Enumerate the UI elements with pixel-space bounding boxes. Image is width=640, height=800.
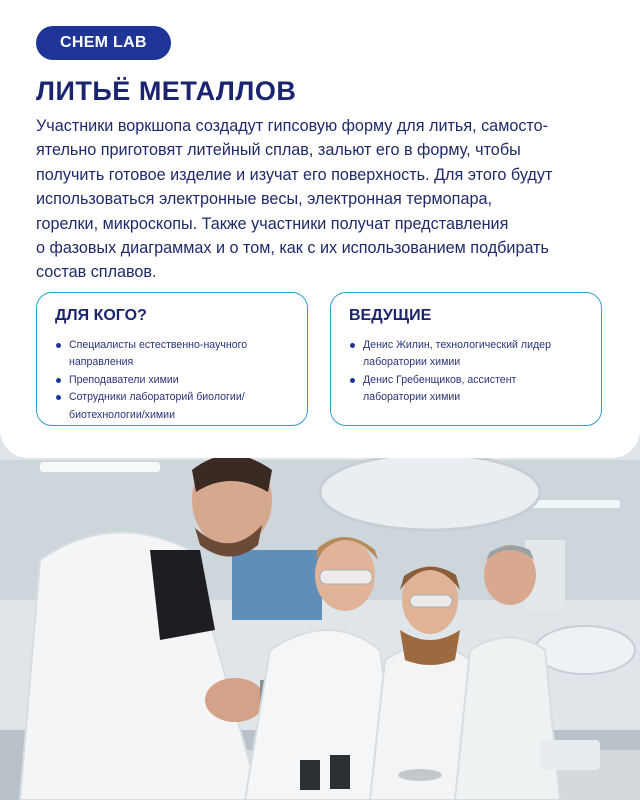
description-line: состав сплавов. bbox=[36, 263, 157, 282]
bullet-icon bbox=[56, 343, 61, 348]
description-line: о фазовых диаграммах и о том, как с их использованием подбирать bbox=[36, 239, 549, 258]
description-line: Участники воркшопа создадут гипсовую форму для литья, самосто- bbox=[36, 117, 549, 135]
list-item bbox=[349, 337, 583, 353]
lab-scene-illustration bbox=[0, 400, 640, 800]
description-line: ятельно приготовят литейный сплав, зальют его в форму, чтобы bbox=[36, 141, 521, 160]
workshop-description bbox=[36, 114, 608, 285]
bullet-icon bbox=[56, 395, 61, 400]
list-item bbox=[349, 372, 583, 388]
chem-lab-badge: CHEM LAB bbox=[36, 26, 171, 60]
description-line: использоваться электронные весы, электронная термопара, bbox=[36, 190, 492, 209]
workshop-photo bbox=[0, 400, 640, 800]
audience-heading: ДЛЯ КОГО? bbox=[55, 307, 147, 324]
list-item-text: биотехнологии/химии bbox=[69, 408, 176, 421]
description-line: горелки, микроскопы. Также участники получат представления bbox=[36, 214, 509, 233]
list-item-continuation bbox=[349, 389, 583, 405]
hosts-list bbox=[349, 337, 583, 406]
description-line: получить готовое изделие и изучат его поверхность. Для этого будут bbox=[36, 165, 553, 184]
list-item-text: направления bbox=[69, 356, 134, 369]
list-item bbox=[55, 372, 289, 388]
list-item-text: Специалисты естественно-научного bbox=[69, 339, 248, 351]
list-item-text: Денис Жилин, технологический лидер bbox=[363, 339, 551, 351]
bullet-icon bbox=[350, 343, 355, 348]
list-item-text: Сотрудники лабораторий биологии/ bbox=[69, 391, 245, 404]
list-item-text: лаборатории химии bbox=[363, 356, 461, 369]
list-item-continuation bbox=[349, 354, 583, 370]
audience-box bbox=[36, 292, 308, 426]
hosts-box bbox=[330, 292, 602, 426]
bullet-icon bbox=[56, 378, 61, 383]
list-item-continuation bbox=[55, 407, 289, 423]
bullet-icon bbox=[350, 378, 355, 383]
list-item-text: лаборатории химии bbox=[363, 391, 461, 404]
list-item-text: Преподаватели химии bbox=[69, 373, 179, 386]
hosts-heading: ВЕДУЩИЕ bbox=[349, 307, 432, 324]
list-item bbox=[55, 337, 289, 353]
list-item bbox=[55, 389, 289, 405]
audience-list bbox=[55, 337, 289, 423]
page-title: ЛИТЬЁ МЕТАЛЛОВ bbox=[36, 76, 297, 106]
list-item-text: Денис Гребенщиков, ассистент bbox=[363, 373, 517, 386]
list-item-continuation bbox=[55, 354, 289, 370]
